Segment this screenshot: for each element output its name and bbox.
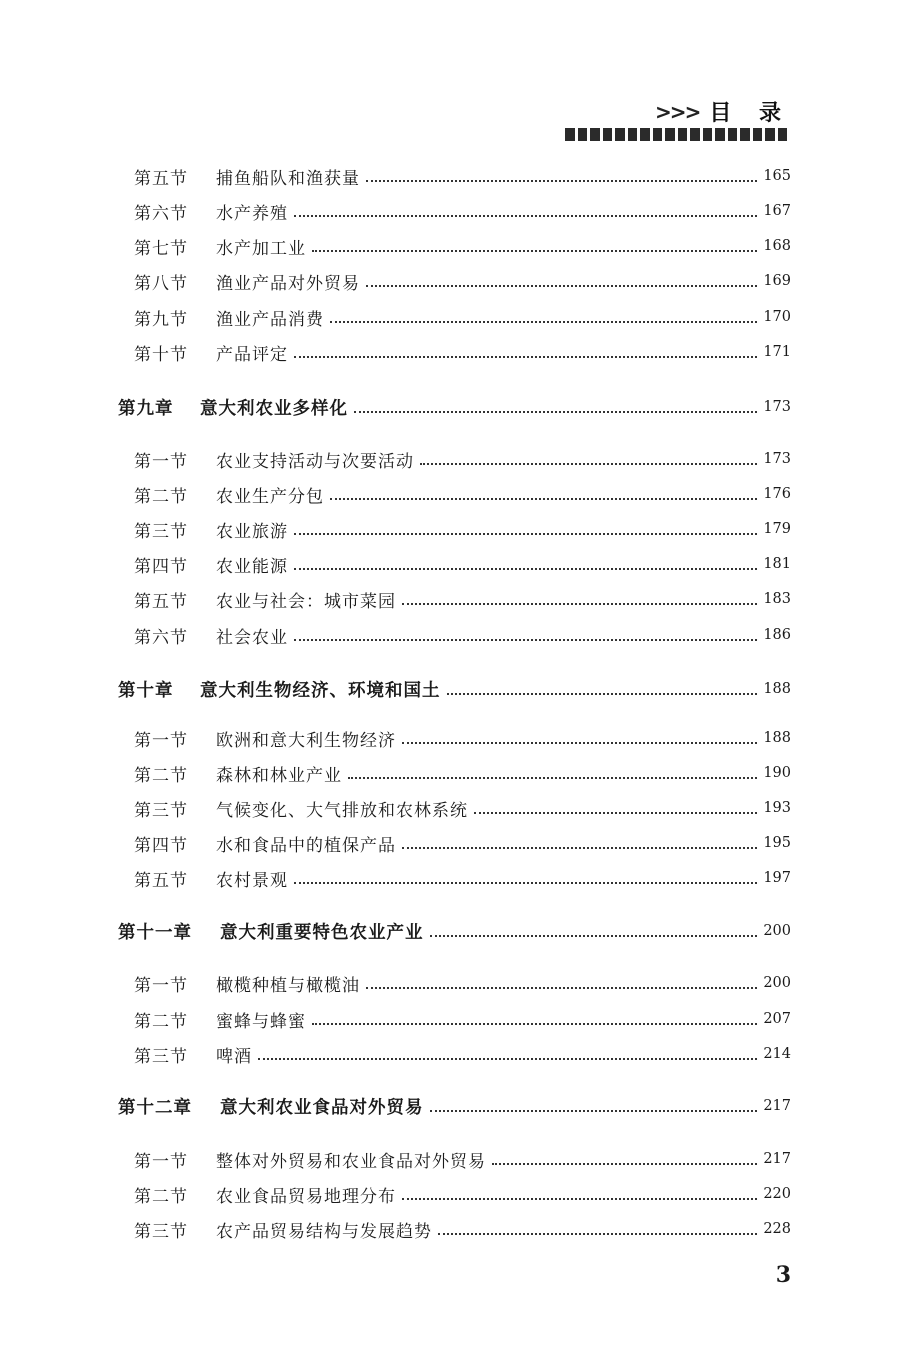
toc-page-number: 217 [763,1151,791,1167]
toc-page-number: 217 [763,1098,791,1114]
dot-leader [402,603,757,605]
toc-section-entry [134,1037,791,1071]
toc-section-entry [134,264,791,298]
dot-leader [430,935,758,937]
chapter-title: 意大利农业多样化 [200,398,348,419]
section-title: 森林和林业产业 [216,765,342,786]
toc-page-number: 173 [763,399,791,415]
toc-section-entry [134,582,791,616]
dot-leader [294,639,757,641]
section-title: 水和食品中的植保产品 [216,835,396,856]
toc-section-entry [134,229,791,263]
section-title: 渔业产品对外贸易 [216,273,360,294]
toc-page-number: 183 [763,591,791,607]
toc-section-entry [134,1177,791,1211]
toc-section-entry [134,442,791,476]
toc-page-number: 188 [763,730,791,746]
dot-leader [354,411,757,413]
toc-chapter-entry [118,390,791,424]
section-number: 第三节 [134,800,188,821]
header-title: 目 录 [709,101,791,126]
dot-leader [366,987,757,989]
dot-leader [294,533,757,535]
toc-section-entry [134,300,791,334]
toc-section-entry [134,1212,791,1246]
dot-leader [348,777,757,779]
dot-leader [312,1023,757,1025]
section-number: 第一节 [134,1151,188,1172]
toc-section-entry [134,194,791,228]
dot-leader [294,568,757,570]
toc-section-entry [134,721,791,755]
toc-section-entry [134,618,791,652]
section-number: 第六节 [134,627,188,648]
toc-section-entry [134,512,791,546]
dot-leader [330,498,757,500]
dot-leader [492,1163,757,1165]
toc-section-entry [134,861,791,895]
section-number: 第五节 [134,870,188,891]
section-number: 第四节 [134,835,188,856]
section-title: 农业生产分包 [216,486,324,507]
dot-leader [430,1110,758,1112]
toc-section-entry [134,1002,791,1036]
page-number: 3 [775,1262,791,1288]
chapter-title: 意大利重要特色农业产业 [220,922,424,943]
toc-page-number: 181 [763,556,791,572]
dot-leader [402,1198,757,1200]
toc-page-number: 167 [763,203,791,219]
section-title: 捕鱼船队和渔获量 [216,168,360,189]
dot-leader [438,1233,757,1235]
section-title: 橄榄种植与橄榄油 [216,975,360,996]
toc-section-entry [134,791,791,825]
section-title: 水产养殖 [216,203,288,224]
toc-page-number: 214 [763,1046,791,1062]
section-title: 农业能源 [216,556,288,577]
section-number: 第三节 [134,1221,188,1242]
dot-leader [312,250,757,252]
section-title: 水产加工业 [216,238,306,259]
toc-page-number: 176 [763,486,791,502]
section-title: 社会农业 [216,627,288,648]
section-title: 产品评定 [216,344,288,365]
section-title: 渔业产品消费 [216,309,324,330]
chapter-number: 第十章 [118,680,174,701]
chapter-number: 第九章 [118,398,174,419]
section-number: 第四节 [134,556,188,577]
section-number: 第三节 [134,1046,188,1067]
section-title: 啤酒 [216,1046,252,1067]
section-title: 农业旅游 [216,521,288,542]
section-title: 农村景观 [216,870,288,891]
dot-leader [294,356,757,358]
toc-page-number: 188 [763,681,791,697]
chapter-title: 意大利生物经济、环境和国土 [200,680,441,701]
toc-page-number: 207 [763,1011,791,1027]
toc-page-number: 228 [763,1221,791,1237]
dot-leader [447,693,758,695]
toc-page-number: 220 [763,1186,791,1202]
toc-section-entry [134,547,791,581]
section-number: 第五节 [134,168,188,189]
section-title: 农业食品贸易地理分布 [216,1186,396,1207]
toc-page-number: 171 [763,344,791,360]
toc-page-number: 168 [763,238,791,254]
section-number: 第二节 [134,1186,188,1207]
header-decorative-bar [565,128,787,141]
toc-page-number: 195 [763,835,791,851]
section-number: 第七节 [134,238,188,259]
toc-page-number: 200 [763,975,791,991]
toc-page-number: 173 [763,451,791,467]
dot-leader [294,215,757,217]
toc-section-entry [134,159,791,193]
dot-leader [420,463,757,465]
toc-chapter-entry [118,672,791,706]
section-number: 第一节 [134,975,188,996]
chapter-title: 意大利农业食品对外贸易 [220,1097,424,1118]
section-number: 第八节 [134,273,188,294]
toc-section-entry [134,335,791,369]
section-number: 第五节 [134,591,188,612]
toc-page-number: 170 [763,309,791,325]
section-title: 蜜蜂与蜂蜜 [216,1011,306,1032]
toc-chapter-entry [118,914,791,948]
dot-leader [402,847,757,849]
chapter-number: 第十一章 [118,922,192,943]
section-number: 第九节 [134,309,188,330]
section-title: 农业支持活动与次要活动 [216,451,414,472]
dot-leader [366,180,757,182]
header-arrow-mark: >>> [655,99,700,124]
section-number: 第二节 [134,765,188,786]
section-title: 欧洲和意大利生物经济 [216,730,396,751]
dot-leader [330,321,757,323]
dot-leader [402,742,757,744]
section-title: 农产品贸易结构与发展趋势 [216,1221,432,1242]
toc-page-number: 190 [763,765,791,781]
toc-chapter-entry [118,1089,791,1123]
toc-page-number: 200 [763,923,791,939]
toc-section-entry [134,966,791,1000]
dot-leader [366,285,757,287]
dot-leader [294,882,757,884]
section-number: 第二节 [134,486,188,507]
section-number: 第一节 [134,730,188,751]
running-header [655,96,791,127]
toc-page-number: 193 [763,800,791,816]
toc-section-entry [134,477,791,511]
toc-section-entry [134,826,791,860]
section-number: 第二节 [134,1011,188,1032]
toc-page-number: 165 [763,168,791,184]
section-number: 第六节 [134,203,188,224]
chapter-number: 第十二章 [118,1097,192,1118]
section-title: 农业与社会：城市菜园 [216,591,396,612]
section-title: 气候变化、大气排放和农林系统 [216,800,468,821]
dot-leader [474,812,757,814]
toc-page-number: 186 [763,627,791,643]
toc-page-number: 179 [763,521,791,537]
section-title: 整体对外贸易和农业食品对外贸易 [216,1151,486,1172]
section-number: 第一节 [134,451,188,472]
section-number: 第三节 [134,521,188,542]
toc-section-entry [134,756,791,790]
section-number: 第十节 [134,344,188,365]
toc-page-number: 169 [763,273,791,289]
dot-leader [258,1058,757,1060]
toc-section-entry [134,1142,791,1176]
toc-page-number: 197 [763,870,791,886]
